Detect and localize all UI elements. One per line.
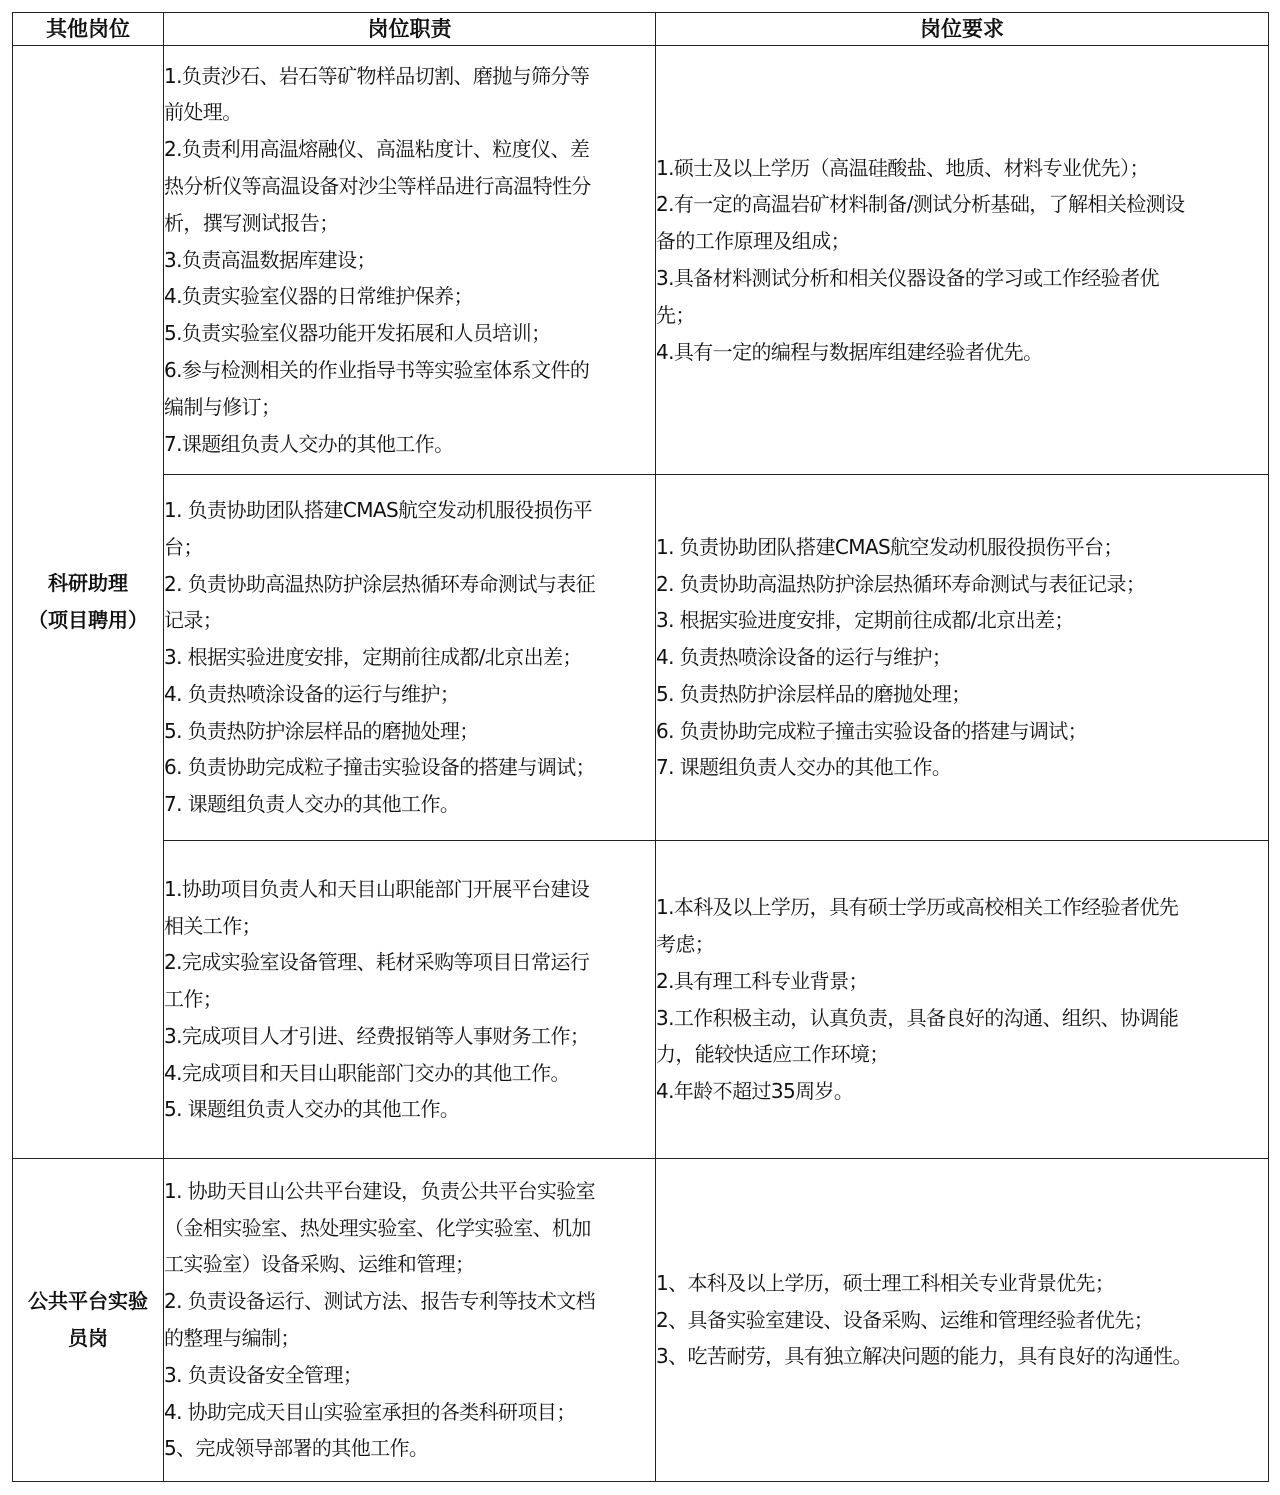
role-label: 公共平台实验员岗 xyxy=(28,1289,148,1350)
text-line: 6. 负责协助完成粒子撞击实验设备的搭建与调试； xyxy=(164,755,596,780)
text-line: 2. 负责协助高温热防护涂层热循环寿命测试与表征 xyxy=(164,571,596,596)
text-line: 7. 课题组负责人交办的其他工作。 xyxy=(656,755,952,780)
text-line: （金相实验室、热处理实验室、化学实验室、机加 xyxy=(164,1215,591,1240)
text-line: 2. 负责协助高温热防护涂层热循环寿命测试与表征记录； xyxy=(656,571,1146,596)
requirements-cell xyxy=(656,475,1269,841)
text-line: 1. 负责协助团队搭建CMAS航空发动机服役损伤平 xyxy=(164,497,593,522)
text-line: 备的工作原理及组成； xyxy=(656,229,850,254)
text-line: 前处理。 xyxy=(164,100,242,125)
text-line: 7. 课题组负责人交办的其他工作。 xyxy=(164,792,460,817)
text-line: 5.负责实验室仪器功能开发拓展和人员培训； xyxy=(164,321,551,346)
text-line: 1.硕士及以上学历（高温硅酸盐、地质、材料专业优先）； xyxy=(656,155,1149,180)
text-line: 3、吃苦耐劳，具有独立解决问题的能力，具有良好的沟通性。 xyxy=(656,1344,1192,1369)
header-duties: 岗位职责 xyxy=(164,13,656,46)
text-line: 6. 负责协助完成粒子撞击实验设备的搭建与调试； xyxy=(656,718,1088,743)
text-line: 考虑； xyxy=(656,931,715,956)
text-line: 台； xyxy=(164,534,203,559)
text-line: 析，撰写测试报告； xyxy=(164,210,339,235)
text-line: 3.负责高温数据库建设； xyxy=(164,247,376,272)
text-line: 2.有一定的高温岩矿材料制备/测试分析基础，了解相关检测设 xyxy=(656,192,1185,217)
text-line: 4. 负责热喷涂设备的运行与维护； xyxy=(656,645,952,670)
text-line: 5. 负责热防护涂层样品的磨抛处理； xyxy=(164,718,479,743)
duties-cell xyxy=(164,46,656,475)
text-line: 3.具备材料测试分析和相关仪器设备的学习或工作经验者优 xyxy=(656,266,1159,290)
duties-cell xyxy=(164,1159,656,1482)
text-line: 1.本科及以上学历，具有硕士学历或高校相关工作经验者优先 xyxy=(656,895,1179,920)
text-line: 工实验室）设备采购、运维和管理； xyxy=(164,1252,475,1277)
text-line: 5、完成领导部署的其他工作。 xyxy=(164,1436,429,1461)
text-line: 2、具备实验室建设、设备采购、运维和管理经验者优先； xyxy=(656,1307,1154,1332)
text-line: 工作； xyxy=(164,987,223,1012)
text-line: 3.完成项目人才引进、经费报销等人事财务工作； xyxy=(164,1023,590,1048)
text-line: 2.完成实验室设备管理、耗材采购等项目日常运行 xyxy=(164,950,590,975)
text-line: 1.负责沙石、岩石等矿物样品切割、磨抛与筛分等 xyxy=(164,63,590,88)
text-line: 5. 课题组负责人交办的其他工作。 xyxy=(164,1097,460,1122)
requirements-cell xyxy=(656,1159,1269,1482)
text-line: 4.年龄不超过35周岁。 xyxy=(656,1079,854,1104)
text-line: 5. 负责热防护涂层样品的磨抛处理； xyxy=(656,681,971,706)
text-line: 3. 根据实验进度安排，定期前往成都/北京出差； xyxy=(656,608,1074,633)
role-platform-staff xyxy=(13,1159,164,1482)
table-row xyxy=(13,841,1269,1159)
table-row xyxy=(13,1159,1269,1482)
table-row xyxy=(13,46,1269,475)
role-research-assistant xyxy=(13,46,164,1159)
text-line: 编制与修订； xyxy=(164,394,281,419)
role-label: 科研助理 （项目聘用） xyxy=(28,571,148,632)
job-positions-table xyxy=(12,12,1269,1482)
text-line: 1.协助项目负责人和天目山职能部门开展平台建设 xyxy=(164,876,590,901)
text-line: 先； xyxy=(656,302,695,327)
duties-cell xyxy=(164,841,656,1159)
text-line: 6.参与检测相关的作业指导书等实验室体系文件的 xyxy=(164,357,590,382)
text-line: 3. 根据实验进度安排，定期前往成都/北京出差； xyxy=(164,645,582,670)
text-line: 的整理与编制； xyxy=(164,1326,300,1350)
text-line: 4. 协助完成天目山实验室承担的各类科研项目； xyxy=(164,1399,576,1424)
text-line: 3.工作积极主动，认真负责，具备良好的沟通、组织、协调能 xyxy=(656,1005,1179,1030)
requirements-cell xyxy=(656,46,1269,475)
duties-cell xyxy=(164,475,656,841)
header-row xyxy=(13,13,1269,46)
table-row xyxy=(13,475,1269,841)
text-line: 热分析仪等高温设备对沙尘等样品进行高温特性分 xyxy=(164,174,591,198)
text-line: 4.完成项目和天目山职能部门交办的其他工作。 xyxy=(164,1060,570,1085)
text-line: 7.课题组负责人交办的其他工作。 xyxy=(164,431,454,456)
text-line: 力，能较快适应工作环境； xyxy=(656,1042,889,1067)
text-line: 4.具有一定的编程与数据库组建经验者优先。 xyxy=(656,339,1043,364)
text-line: 1. 负责协助团队搭建CMAS航空发动机服役损伤平台； xyxy=(656,534,1123,559)
header-position: 其他岗位 xyxy=(13,13,164,46)
text-line: 3. 负责设备安全管理； xyxy=(164,1362,363,1387)
text-line: 1、本科及以上学历，硕士理工科相关专业背景优先； xyxy=(656,1270,1115,1295)
text-line: 2.负责利用高温熔融仪、高温粘度计、粒度仪、差 xyxy=(164,137,590,162)
text-line: 记录； xyxy=(164,608,223,633)
text-line: 1. 协助天目山公共平台建设，负责公共平台实验室 xyxy=(164,1178,596,1203)
text-line: 相关工作； xyxy=(164,913,261,938)
requirements-cell xyxy=(656,841,1269,1159)
text-line: 4.负责实验室仪器的日常维护保养； xyxy=(164,284,473,309)
text-line: 4. 负责热喷涂设备的运行与维护； xyxy=(164,681,460,706)
text-line: 2.具有理工科专业背景； xyxy=(656,968,868,993)
text-line: 2. 负责设备运行、测试方法、报告专利等技术文档 xyxy=(164,1289,596,1314)
header-requirements: 岗位要求 xyxy=(656,13,1269,46)
